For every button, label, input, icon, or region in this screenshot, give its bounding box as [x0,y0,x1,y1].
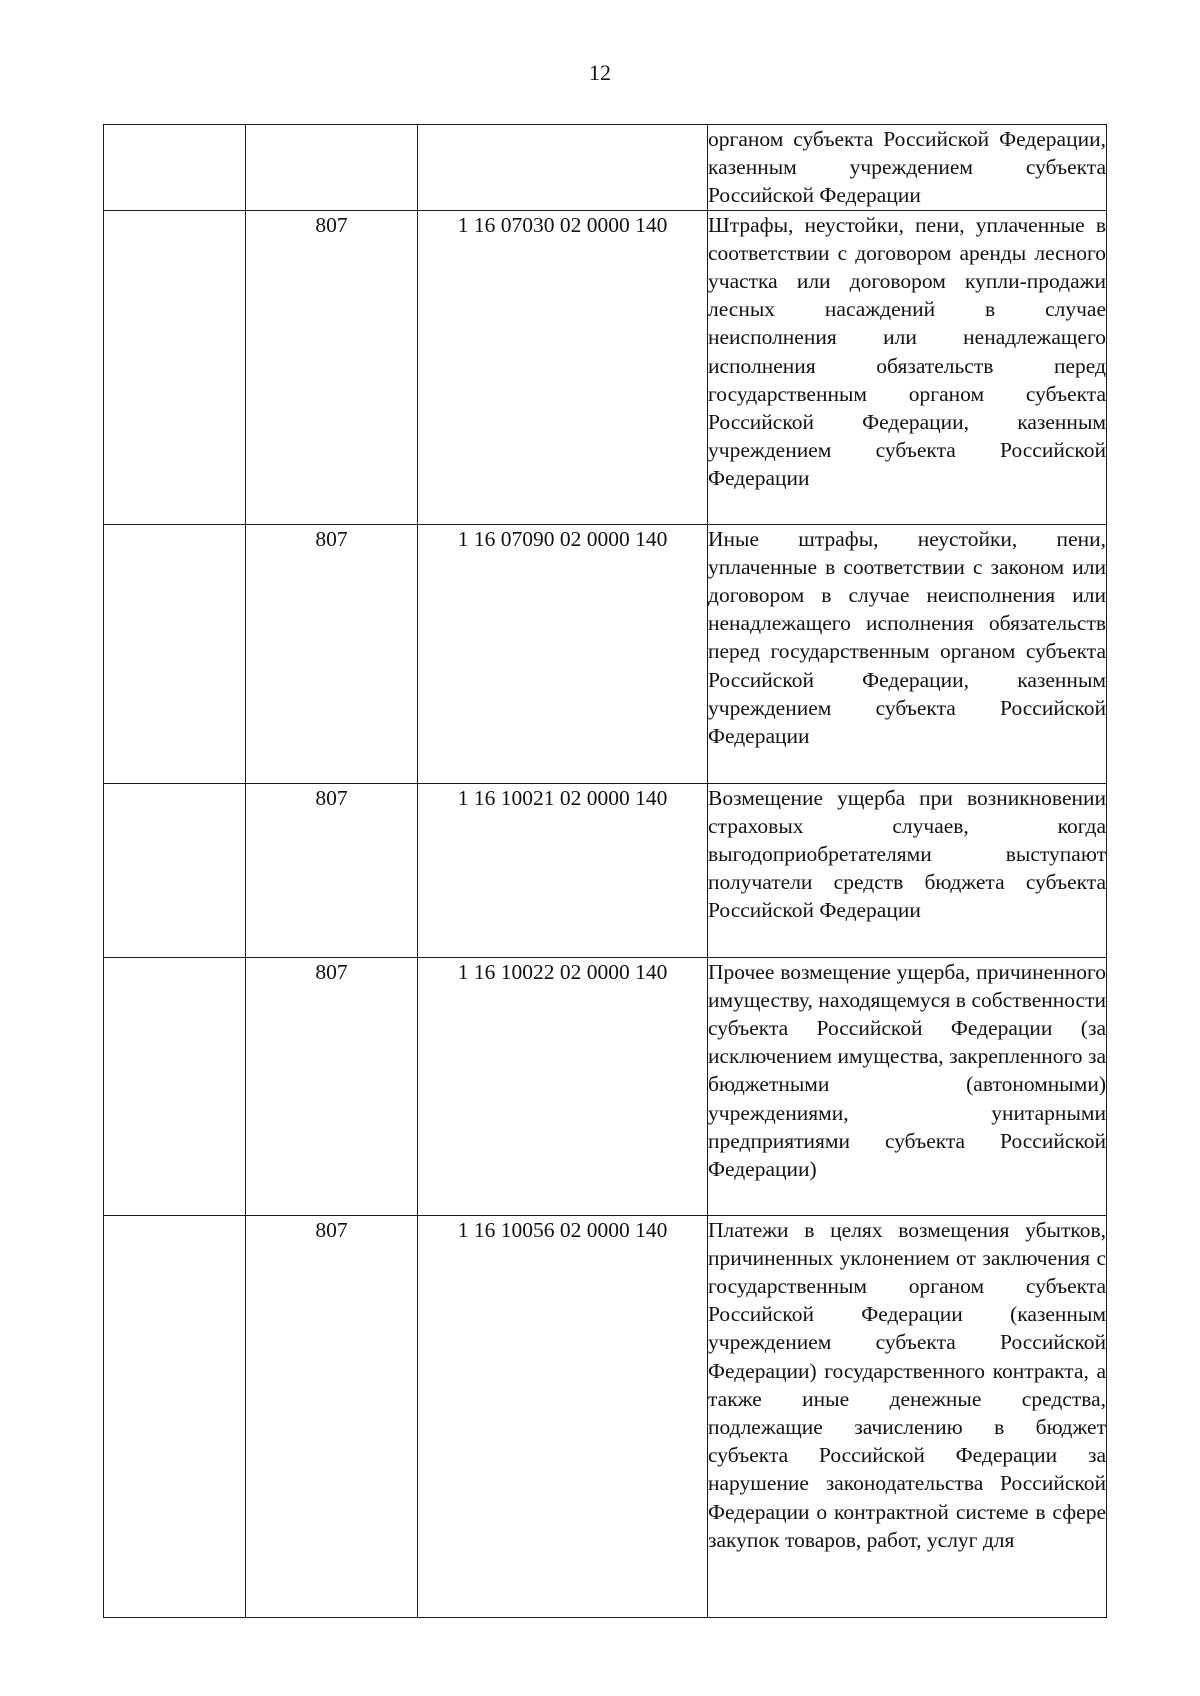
description-cell: Прочее возмещение ущерба, причиненного имуществу, находящемуся в собственности субъекта Российской Федерации (за исключением имущества, закрепленного за бюджетными (автономными) учреждениями, унитарными предприятиями субъекта Российской Федерации) [708,957,1107,1215]
budget-code-cell: 1 16 10056 02 0000 140 [418,1215,708,1617]
description-cell: органом субъекта Российской Федерации, казенным учреждением субъекта Российской Федерации [708,125,1107,211]
budget-code-cell: 1 16 07090 02 0000 140 [418,524,708,783]
table-row [104,125,1107,211]
table-row [104,1215,1107,1617]
table-row [104,524,1107,783]
empty-cell [104,524,246,783]
budget-code-cell: 1 16 07030 02 0000 140 [418,210,708,524]
admin-code-cell: 807 [246,783,418,957]
empty-cell [104,957,246,1215]
empty-cell [104,1215,246,1617]
page-number: 12 [589,60,611,85]
description-cell: Иные штрафы, неустойки, пени, уплаченные в соответствии с законом или договором в случае неисполнения или ненадлежащего исполнения обязательств перед государственным органом субъекта Российской Федерации, казенным учреждением субъекта Российской Федерации [708,524,1107,783]
admin-code-cell: 807 [246,210,418,524]
table-row [104,957,1107,1215]
table-row [104,210,1107,524]
empty-cell [104,125,246,211]
description-cell: Штрафы, неустойки, пени, уплаченные в соответствии с договором аренды лесного участка или договором купли-продажи лесных насаждений в случае неисполнения или ненадлежащего исполнения обязательств перед государственным органом субъекта Российской Федерации, казенным учреждением субъекта Российской Федерации [708,210,1107,524]
budget-code-cell: 1 16 10021 02 0000 140 [418,783,708,957]
revenue-classification-table [103,124,1107,1618]
budget-code-cell: 1 16 10022 02 0000 140 [418,957,708,1215]
admin-code-cell: 807 [246,957,418,1215]
admin-code-cell: 807 [246,1215,418,1617]
empty-cell [104,783,246,957]
description-cell: Платежи в целях возмещения убытков, причиненных уклонением от заключения с государственным органом субъекта Российской Федерации (казенным учреждением субъекта Российской Федерации) государственного контракта, а также иные денежные средства, подлежащие зачислению в бюджет субъекта Российской Федерации за нарушение законодательства Российской Федерации о контрактной системе в сфере закупок товаров, работ, услуг для [708,1215,1107,1617]
admin-code-cell [246,125,418,211]
description-cell: Возмещение ущерба при возникновении страховых случаев, когда выгодоприобретателями выступают получатели средств бюджета субъекта Российской Федерации [708,783,1107,957]
empty-cell [104,210,246,524]
table-row [104,783,1107,957]
admin-code-cell: 807 [246,524,418,783]
budget-code-cell [418,125,708,211]
